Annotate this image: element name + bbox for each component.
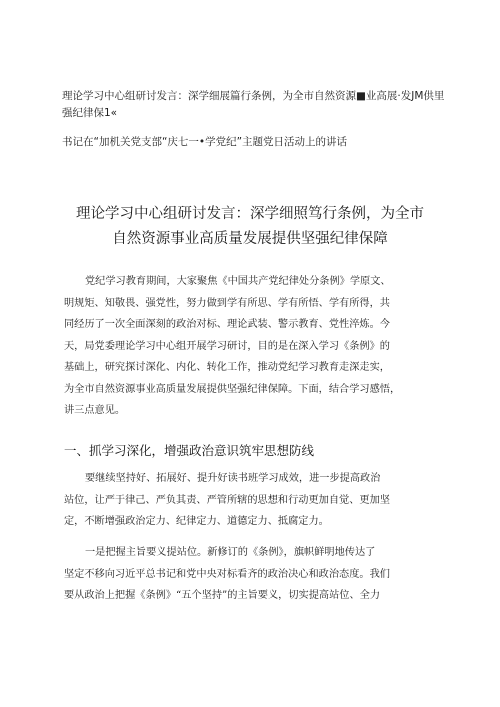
header-title-line-2: 强纪律保1« — [62, 107, 118, 119]
document-header-subtitle: 书记在“加机关党支部“庆七一•学党纪”主题党日活动上的讲话 — [62, 136, 348, 148]
paragraph-line: 讲三点意见。 — [64, 405, 126, 416]
section-paragraph — [64, 468, 438, 533]
paragraph-line: 天，局党委理论学习中心组开展学习研讨，目的是在深入学习《条例》的 — [64, 340, 390, 352]
main-title — [40, 202, 460, 252]
paragraph-line: 定，不断增强政治定力、纪律定力、道德定力、抵腐定力。 — [64, 516, 329, 527]
paragraph-line: 坚定不移向习近平总书记和党中央对标看齐的政治决心和政治态度。我们 — [64, 568, 390, 580]
paragraph-line: 一是把握主旨要义提站位。新修订的《条例》，旗帜鲜明地传达了 — [85, 547, 376, 558]
header-title-line-1: 理论学习中心组研讨发言：深学细展篇行条例，为全市自然资源■业高展·发JM供里 — [62, 90, 445, 102]
document-header-title — [62, 88, 454, 122]
paragraph-line: 站位，让严于律己、严负其责、严管所辖的思想和行动更加自觉、更加坚 — [64, 494, 390, 506]
section-paragraph — [64, 542, 438, 607]
section-heading: 一、抓学习深化，增强政治意识筑牢思想防线 — [64, 443, 315, 458]
main-title-line-1: 理论学习中心组研讨发言：深学细照笃行条例，为全市 — [76, 206, 424, 222]
paragraph-line: 同经历了一次全面深刻的政治对标、理论武装、警示教育、党性淬炼。今 — [64, 319, 390, 330]
paragraph-line: 为全市自然资源事业高质量发展提供坚强纪律保障。下面，结合学习感悟， — [64, 383, 401, 395]
paragraph-line: 要继续坚持好、拓展好、提升好读书班学习成效，进一步提高政治 — [85, 473, 381, 484]
paragraph-line: 明规矩、知敬畏、强党性，努力做到学有所思、学有所悟、学有所得，共 — [64, 297, 390, 309]
paragraph-line: 要从政治上把握《条例》“五个坚持”的主旨要义，切实提高站位、全力 — [64, 590, 381, 601]
paragraph-line: 党纪学习教育期间，大家聚焦《中国共产党纪律处分条例》学原文、 — [85, 276, 391, 287]
intro-paragraph — [64, 271, 438, 422]
main-title-line-2: 自然资源事业高质量发展提供坚强纪律保障 — [112, 231, 388, 247]
paragraph-line: 基础上，研究探讨深化、内化、转化工作，推动党纪学习教育走深走实， — [64, 362, 390, 373]
